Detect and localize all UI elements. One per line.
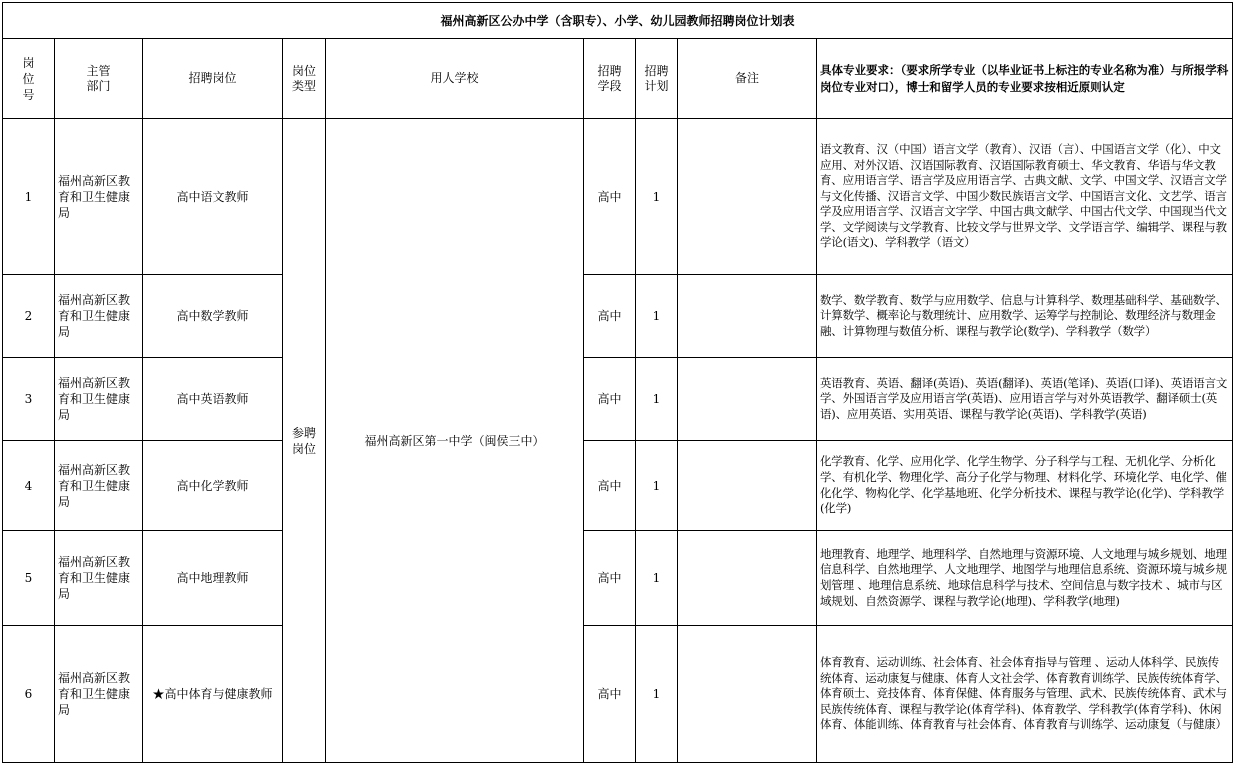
row-stage: 高中 bbox=[584, 275, 636, 358]
row-stage: 高中 bbox=[584, 531, 636, 626]
header-plan: 招聘计划 bbox=[636, 39, 678, 119]
row-dept: 福州高新区教育和卫生健康局 bbox=[55, 441, 143, 531]
row-remark bbox=[678, 275, 817, 358]
shared-type: 参聘岗位 bbox=[283, 119, 326, 763]
table-row bbox=[3, 441, 1233, 531]
row-dept: 福州高新区教育和卫生健康局 bbox=[55, 358, 143, 441]
row-remark bbox=[678, 531, 817, 626]
header-stage: 招聘学段 bbox=[584, 39, 636, 119]
row-remark bbox=[678, 358, 817, 441]
row-plan: 1 bbox=[636, 531, 678, 626]
row-position: 高中英语教师 bbox=[143, 358, 283, 441]
row-no: 1 bbox=[3, 119, 55, 275]
table-row bbox=[3, 626, 1233, 763]
row-dept: 福州高新区教育和卫生健康局 bbox=[55, 275, 143, 358]
row-stage: 高中 bbox=[584, 441, 636, 531]
row-no: 6 bbox=[3, 626, 55, 763]
row-no: 2 bbox=[3, 275, 55, 358]
row-dept: 福州高新区教育和卫生健康局 bbox=[55, 626, 143, 763]
header-position: 招聘岗位 bbox=[143, 39, 283, 119]
row-plan: 1 bbox=[636, 119, 678, 275]
row-position: 高中化学教师 bbox=[143, 441, 283, 531]
row-remark bbox=[678, 119, 817, 275]
row-stage: 高中 bbox=[584, 626, 636, 763]
header-school: 用人学校 bbox=[326, 39, 584, 119]
header-no: 岗位号 bbox=[3, 39, 55, 119]
recruitment-table bbox=[2, 2, 1233, 763]
header-row bbox=[3, 39, 1233, 119]
row-requirement: 数学、数学教育、数学与应用数学、信息与计算科学、数理基础科学、基础数学、计算数学、概率论与数理统计、应用数学、运筹学与控制论、数理经济与数理金融、计算物理与数值分析、课程与教学论(数学)、学科教学（数学） bbox=[817, 275, 1233, 358]
row-no: 5 bbox=[3, 531, 55, 626]
row-stage: 高中 bbox=[584, 119, 636, 275]
row-position: 高中数学教师 bbox=[143, 275, 283, 358]
row-no: 3 bbox=[3, 358, 55, 441]
row-position: ★高中体育与健康教师 bbox=[143, 626, 283, 763]
row-stage: 高中 bbox=[584, 358, 636, 441]
row-position: 高中语文教师 bbox=[143, 119, 283, 275]
row-plan: 1 bbox=[636, 275, 678, 358]
row-plan: 1 bbox=[636, 441, 678, 531]
table-row bbox=[3, 275, 1233, 358]
header-remark: 备注 bbox=[678, 39, 817, 119]
row-plan: 1 bbox=[636, 626, 678, 763]
table-row bbox=[3, 358, 1233, 441]
row-requirement: 语文教育、汉（中国）语言文学（教育）、汉语（言）、中国语言文学（化）、中文应用、对外汉语、汉语国际教育、汉语国际教育硕士、华文教育、华语与华文教育、应用语言学、语言学及应用语言学、古典文献、文学、中国文学、汉语言文学与文化传播、汉语言文学、中国少数民族语言文学、中国语言文化、文艺学、语言学及应用语言学、汉语言文字学、中国古典文献学、中国古代文学、中国现当代文学、文学阅读与文学教育、比较文学与世界文学、文学语言学、编辑学、课程与教学论(语文)、学科教学（语文） bbox=[817, 119, 1233, 275]
row-dept: 福州高新区教育和卫生健康局 bbox=[55, 531, 143, 626]
header-dept: 主管部门 bbox=[55, 39, 143, 119]
row-plan: 1 bbox=[636, 358, 678, 441]
table-row bbox=[3, 531, 1233, 626]
row-no: 4 bbox=[3, 441, 55, 531]
row-requirement: 体育教育、运动训练、社会体育、社会体育指导与管理 、运动人体科学、民族传统体育、运动康复与健康、体育人文社会学、体育教育训练学、民族传统体育学、体育硕士、竞技体育、体育保健、体育服务与管理、武术、民族传统体育、武术与民族传统体育、课程与教学论(体育学科)、体育教学、学科教学(体育学科)、休闲体育、体能训练、体育教育与社会体育、体育教育与训练学、运动康复（与健康） bbox=[817, 626, 1233, 763]
row-remark bbox=[678, 626, 817, 763]
row-dept: 福州高新区教育和卫生健康局 bbox=[55, 119, 143, 275]
row-requirement: 化学教育、化学、应用化学、化学生物学、分子科学与工程、无机化学、分析化学、有机化学、物理化学、高分子化学与物理、材料化学、环境化学、电化学、催化化学、物构化学、化学基地班、化学分析技术、课程与教学论(化学)、学科教学(化学) bbox=[817, 441, 1233, 531]
header-requirement: 具体专业要求：（要求所学专业（以毕业证书上标注的专业名称为准）与所报学科岗位专业对口），博士和留学人员的专业要求按相近原则认定 bbox=[817, 39, 1233, 119]
row-requirement: 地理教育、地理学、地理科学、自然地理与资源环境、人文地理与城乡规划、地理信息科学、自然地理学、人文地理学、地图学与地理信息系统、资源环境与城乡规划管理 、地理信息系统、地球信息科学与技术、空间信息与数字技术 、城市与区域规划、自然资源学、课程与教学论(地理)、学科教学(地理) bbox=[817, 531, 1233, 626]
row-remark bbox=[678, 441, 817, 531]
row-requirement: 英语教育、英语、翻译(英语)、英语(翻译)、英语(笔译)、英语(口译)、英语语言文学、外国语言学及应用语言学(英语)、应用语言学与对外英语教学、翻译硕士(英语)、应用英语、实用英语、课程与教学论(英语)、学科教学(英语) bbox=[817, 358, 1233, 441]
table-row bbox=[3, 119, 1233, 275]
row-position: 高中地理教师 bbox=[143, 531, 283, 626]
table-title: 福州高新区公办中学（含职专）、小学、幼儿园教师招聘岗位计划表 bbox=[3, 3, 1233, 39]
shared-school: 福州高新区第一中学（闽侯三中） bbox=[326, 119, 584, 763]
header-type: 岗位类型 bbox=[283, 39, 326, 119]
